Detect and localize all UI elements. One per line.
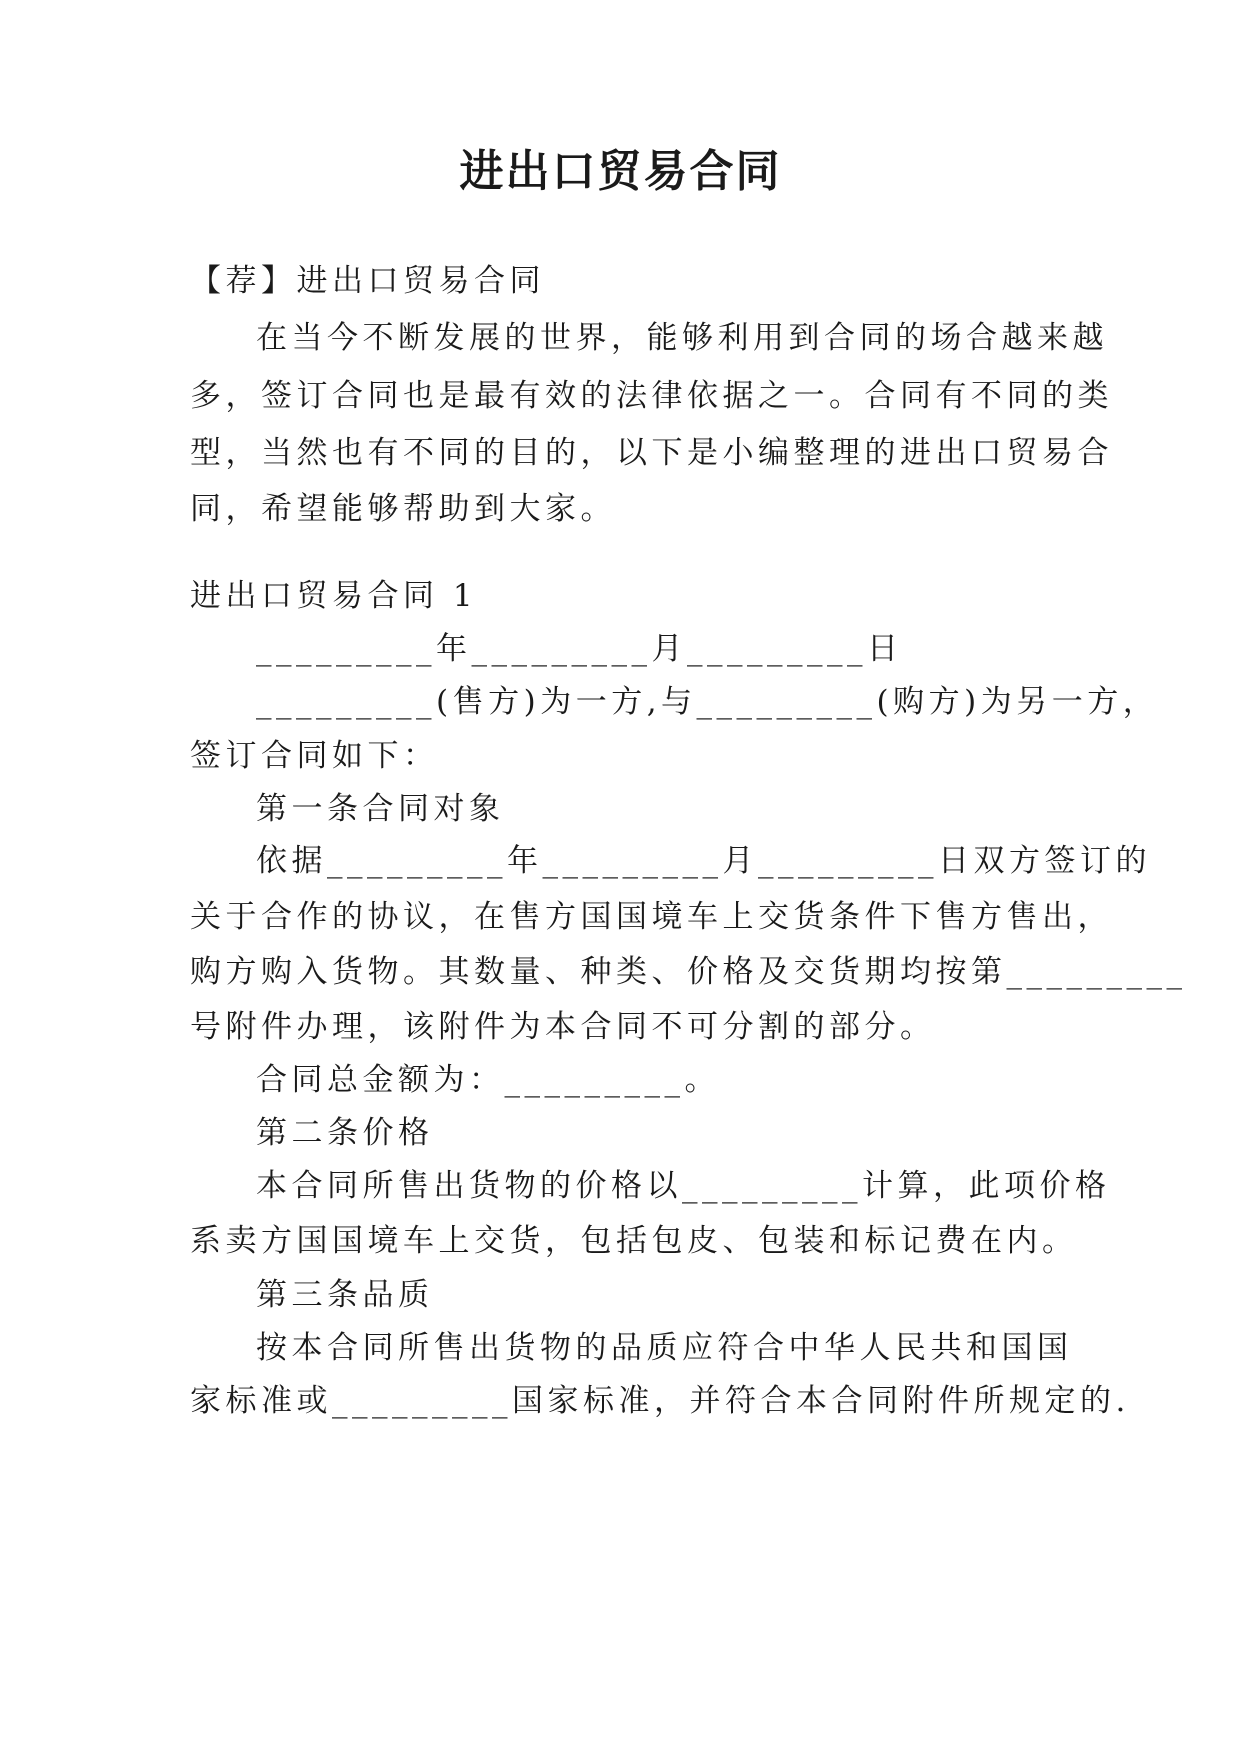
date-line: _________年_________月_________日 — [256, 631, 903, 667]
article-2-title: 第二条价格 — [256, 1115, 434, 1151]
article-2-line-1: 本合同所售出货物的价格以_________计算，此项价格 — [256, 1168, 1111, 1204]
header-line: 【荐】进出口贸易合同 — [190, 263, 545, 299]
article-2-line-2: 系卖方国国境车上交货，包括包皮、包装和标记费在内。 — [190, 1223, 1078, 1259]
intro-line-4: 同，希望能够帮助到大家。 — [190, 491, 616, 527]
article-1-line-4: 号附件办理，该附件为本合同不可分割的部分。 — [190, 1009, 936, 1045]
intro-line-3: 型，当然也有不同的目的，以下是小编整理的进出口贸易合 — [190, 435, 1113, 471]
total-amount-line: 合同总金额为：_________。 — [256, 1062, 720, 1098]
article-1-title: 第一条合同对象 — [256, 791, 505, 827]
article-3-title: 第三条品质 — [256, 1277, 434, 1313]
section-title: 进出口贸易合同 1 — [190, 578, 478, 614]
article-1-line-2: 关于合作的协议，在售方国国境车上交货条件下售方售出， — [190, 899, 1113, 935]
intro-line-2: 多，签订合同也是最有效的法律依据之一。合同有不同的类 — [190, 378, 1113, 414]
parties-line-1: _________(售方)为一方,与_________(购方)为另一方， — [256, 684, 1159, 720]
article-1-line-3: 购方购入货物。其数量、种类、价格及交货期均按第_________ — [190, 954, 1187, 990]
intro-line-1: 在当今不断发展的世界，能够利用到合同的场合越来越 — [256, 320, 1108, 356]
article-1-line-1: 依据_________年_________月_________日双方签订的 — [256, 843, 1151, 879]
article-3-line-2: 家标准或_________国家标准，并符合本合同附件所规定的. — [190, 1383, 1130, 1419]
document-title: 进出口贸易合同 — [459, 146, 782, 197]
parties-line-2: 签订合同如下： — [190, 738, 439, 774]
article-3-line-1: 按本合同所售出货物的品质应符合中华人民共和国国 — [256, 1330, 1073, 1366]
